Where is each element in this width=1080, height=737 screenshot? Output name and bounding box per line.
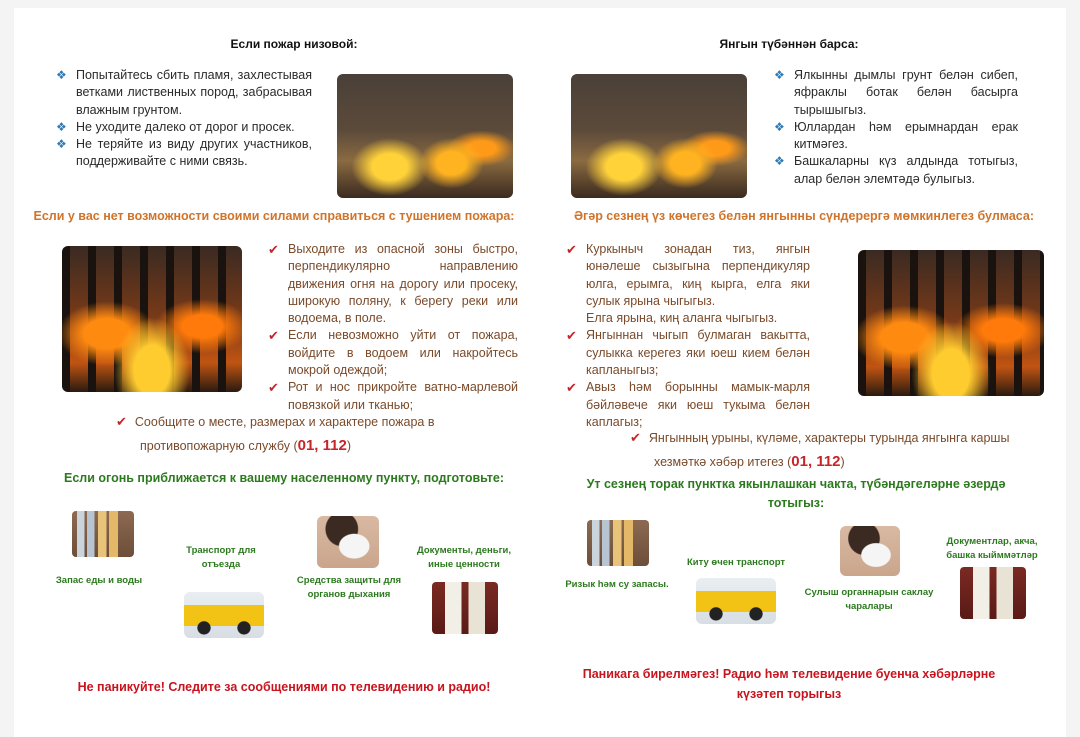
list-item: ❖ Башкаларны күз алдында тотыгыз, алар белән элемтәдә булыгыз. (774, 154, 1018, 186)
list-item: ❖ Не уходите далеко от дорог и просек. (54, 119, 312, 136)
caption-food-water: Запас еды и воды (55, 575, 143, 586)
caption-food-water-right: Ризык һәм су запасы. (565, 579, 669, 590)
left-no-capacity-title: Если у вас нет возможности своими силами справиться с тушением пожара: (33, 209, 515, 223)
right-ground-fire-list (772, 67, 1018, 188)
check-bullet-icon: ✔ (268, 328, 279, 344)
left-footer-warning: Не паникуйте! Следите за сообщениями по телевидению и радио! (77, 680, 491, 694)
forest-fire-image (62, 246, 242, 392)
left-evacuation-list (266, 241, 518, 414)
food-water-image-right (587, 520, 649, 566)
caption-transport-right: Киту өчен транспорт (686, 557, 786, 568)
diamond-bullet-icon: ❖ (56, 137, 67, 152)
list-item: ✔ Если невозможно уйти от пожара, войдите в водоем или накройтесь мокрой одеждой; (268, 328, 518, 378)
list-item: ❖ Не теряйте из виду других участников, поддерживайте с ними связь. (56, 137, 312, 169)
right-no-capacity-title: Әгәр сезнең үз көчегез белән янгынны сүндерергә мөмкинлегез булмаса: (573, 209, 1035, 223)
diamond-bullet-icon: ❖ (56, 68, 67, 82)
caption-transport: Транспорт для отъезда (186, 545, 256, 570)
forest-fire-image-right (858, 250, 1044, 396)
list-item: ❖ Ялкынны дымлы грунт белән сибеп, яфраклы ботак белән басырга тырышыгыз. (774, 68, 1018, 117)
emergency-numbers: 01, 112 (297, 437, 347, 454)
check-bullet-icon: ✔ (566, 380, 577, 396)
right-report-fire-item: ✔ Янгынның урыны, күләме, характеры турында янгынга каршы хезмәткә хәбәр итегез (01, 112) (630, 430, 1010, 470)
caption-documents: Документы, деньги, иные ценности (416, 545, 512, 570)
diamond-bullet-icon: ❖ (774, 119, 785, 134)
list-item: ✔ Янгыннан чыгып булмаган вакытта, сулыкка керегез яки юеш кием белән капланыгыз; (566, 328, 810, 378)
check-bullet-icon: ✔ (268, 380, 279, 396)
left-ground-fire-list (54, 67, 312, 171)
taxi-image-right (696, 578, 776, 624)
check-bullet-icon: ✔ (566, 242, 577, 257)
leaflet-page (14, 8, 1066, 737)
ground-fire-image-right (571, 74, 747, 198)
left-report-fire-item: ✔ Сообщите о месте, размерах и характере пожара в противопожарную службу (01, 112) (116, 414, 435, 454)
wallet-documents-image-right (960, 567, 1026, 619)
ground-fire-image (337, 74, 513, 198)
right-footer-warning: Паникага бирелмәгез! Радио һәм телевидение буенча хәбәрләрне күзәтеп торыгыз (582, 667, 996, 701)
list-item: ✔ Рот и нос прикройте ватно-марлевой повязкой или тканью; (268, 380, 518, 412)
respirator-mask-image (317, 516, 379, 568)
taxi-image (184, 592, 264, 638)
respirator-mask-image-right (840, 526, 900, 576)
check-bullet-icon: ✔ (566, 328, 577, 344)
diamond-bullet-icon: ❖ (774, 154, 785, 169)
diamond-bullet-icon: ❖ (56, 119, 67, 134)
list-item: ✔ Авыз һәм борынны мамык-марля бәйләвече яки юеш тукыма белән каплагыз; (566, 380, 810, 429)
right-evacuation-list (564, 241, 810, 431)
left-ground-fire-title: Если пожар низовой: (230, 37, 358, 51)
caption-breathing-protection: Средства защиты для органов дыхания (296, 575, 402, 600)
check-bullet-icon: ✔ (268, 242, 279, 257)
right-ground-fire-title: Янгын түбәннән барса: (719, 37, 859, 51)
food-water-image (72, 511, 134, 557)
list-item: ✔ Выходите из опасной зоны быстро, перпендикулярно направлению движения огня на дорогу или просеку, широкую поляну, к берегу реки или водоема, в поле. (268, 242, 518, 326)
wallet-documents-image (432, 582, 498, 634)
list-item: ❖ Юллардан һәм ерымнардан ерак китмәгез. (774, 119, 1018, 152)
list-item: ✔ Куркыныч зонадан тиз, янгын юнәлеше сызыгына перпендикуляр юлга, ерымга, киң кырга, елга яки сулык ярына чыгыгыз. Елга ярына, киң аланга чыгыгыз. (566, 242, 810, 326)
check-bullet-icon: ✔ (630, 430, 641, 445)
emergency-numbers-right: 01, 112 (791, 453, 841, 470)
caption-breathing-protection-right: Сулыш органнарын саклау чаралары (804, 587, 934, 612)
check-bullet-icon: ✔ (116, 414, 127, 429)
caption-documents-right: Документлар, акча, башка кыйммәтләр (946, 536, 1038, 561)
diamond-bullet-icon: ❖ (774, 68, 785, 82)
left-prepare-title: Если огонь приближается к вашему населенному пункту, подготовьте: (64, 471, 504, 485)
list-item: ❖ Попытайтесь сбить пламя, захлестывая ветками лиственных пород, забрасывая влажным грунтом. (56, 68, 312, 117)
right-prepare-title: Ут сезнең торак пунктка якынлашкан чакта, түбәндәгеләрне әзердә тотыгыз: (586, 477, 1006, 510)
